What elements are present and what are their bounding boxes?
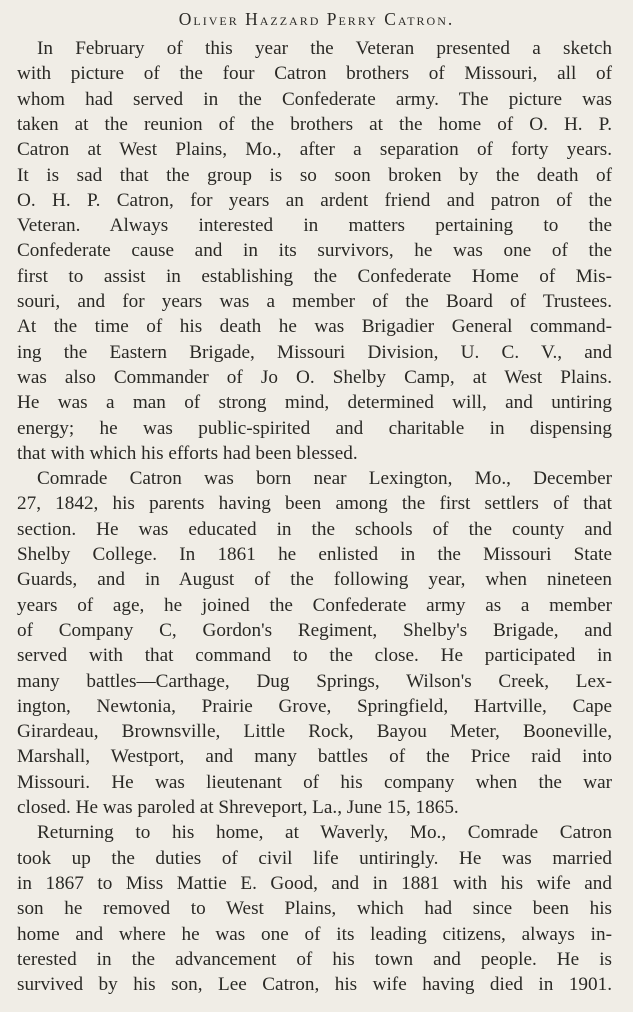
text-line: with picture of the four Catron brothers of Missouri, all of [17,63,612,85]
text-line: first to assist in establishing the Confederate Home of Mis- [17,265,612,287]
text-line: closed. He was paroled at Shreveport, La., June 15, 1865. [17,797,459,818]
text-line: in 1867 to Miss Mattie E. Good, and in 1881 with his wife and [17,872,612,894]
text-line: At the time of his death he was Brigadier General command- [17,316,612,338]
text-line: Marshall, Westport, and many battles of the Price raid into [17,746,612,768]
text-line: served with that command to the close. He participated in [17,645,612,667]
text-line: terested in the advancement of his town and people. He is [17,948,612,970]
text-line: Girardeau, Brownsville, Little Rock, Bayou Meter, Booneville, [17,721,612,743]
text-line: son he removed to West Plains, which had since been his [17,898,612,920]
text-line: of Company C, Gordon's Regiment, Shelby's Brigade, and [17,619,612,641]
text-line: Veteran. Always interested in matters pertaining to the [17,215,612,237]
text-line: In February of this year the Veteran presented a sketch [37,38,612,59]
text-line: Comrade Catron was born near Lexington, Mo., December [37,468,612,490]
text-line: section. He was educated in the schools of the county and [17,518,612,540]
text-line: taken at the reunion of the brothers at the home of O. H. P. [17,113,612,135]
text-line: years of age, he joined the Confederate army as a member [17,594,612,616]
text-line: 27, 1842, his parents having been among the first settlers of that [17,493,612,515]
article-title: Oliver Hazzard Perry Catron. [178,9,455,29]
text-line: ington, Newtonia, Prairie Grove, Springfield, Hartville, Cape [17,695,612,717]
text-line: souri, and for years was a member of the Board of Trustees. [17,291,612,312]
text-line: Catron at West Plains, Mo., after a separation of forty years. [17,139,612,161]
text-line: survived by his son, Lee Catron, his wife having died in 1901. [17,974,612,996]
text-line: Shelby College. In 1861 he enlisted in the Missouri State [17,544,612,565]
text-line: It is sad that the group is so soon broken by the death of [17,164,612,186]
text-line: energy; he was public-spirited and charitable in dispensing [17,417,612,439]
text-line: home and where he was one of its leading citizens, always in- [17,923,612,945]
text-line: ing the Eastern Brigade, Missouri Division, U. C. V., and [17,341,612,363]
text-line: that with which his efforts had been blessed. [17,442,358,464]
text-line: whom had served in the Confederate army. The picture was [17,88,612,110]
text-line: O. H. P. Catron, for years an ardent friend and patron of the [17,189,612,211]
text-line: Guards, and in August of the following year, when nineteen [17,569,612,591]
text-line: Missouri. He was lieutenant of his company when the war [17,771,612,793]
text-line: many battles—Carthage, Dug Springs, Wilson's Creek, Lex- [17,670,612,692]
text-line: Confederate cause and in its survivors, he was one of the [17,240,612,262]
text-line: He was a man of strong mind, determined will, and untiring [17,392,612,414]
text-line: Returning to his home, at Waverly, Mo., Comrade Catron [37,822,612,844]
text-line: took up the duties of civil life untiringly. He was married [17,847,612,869]
text-line: was also Commander of Jo O. Shelby Camp, at West Plains. [17,366,612,388]
